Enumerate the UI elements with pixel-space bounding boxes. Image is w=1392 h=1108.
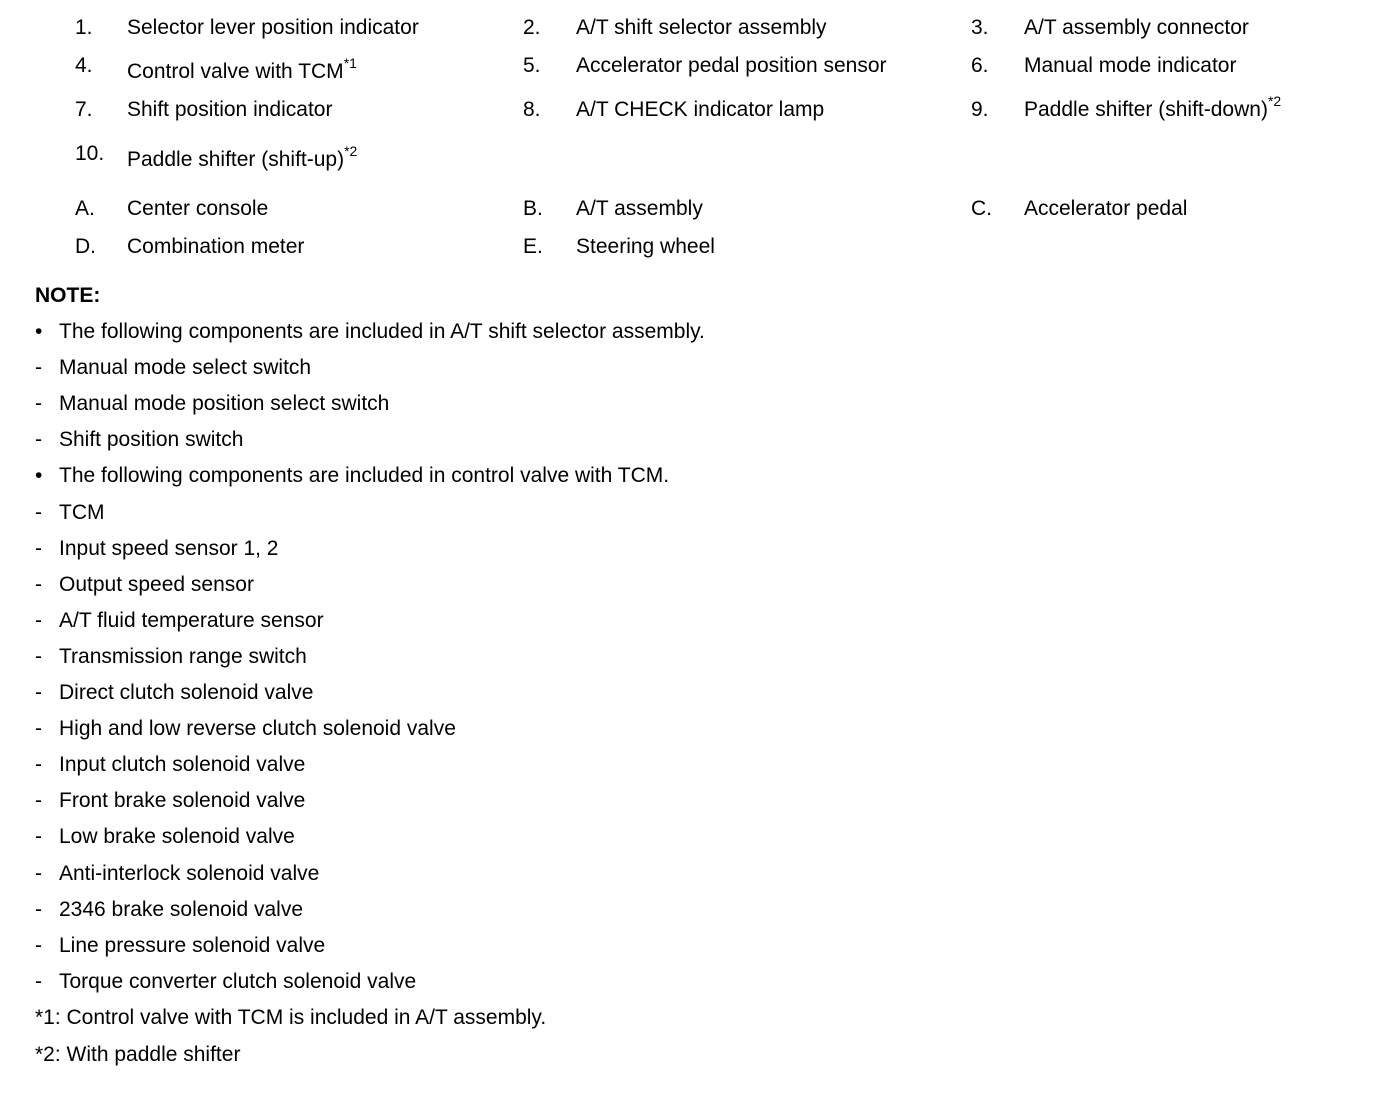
legend-label: [576, 16, 827, 40]
legend-label: [576, 235, 715, 259]
dash-mark: -: [35, 681, 42, 704]
legend-number: B.: [523, 197, 543, 220]
note-line: 2346 brake solenoid valve: [59, 897, 304, 921]
dash-mark: -: [35, 500, 42, 524]
bullet-mark: •: [35, 464, 43, 488]
legend-label-text: Paddle shifter (shift-up): [127, 148, 345, 171]
legend-number: D.: [75, 235, 96, 258]
legend-label-text: A/T shift selector assembly: [576, 16, 827, 39]
note-line: Output speed sensor: [59, 572, 254, 596]
dash-mark: -: [35, 861, 42, 885]
legend-number: C.: [971, 197, 992, 220]
note-line: Shift position switch: [59, 428, 244, 452]
note-line: Input speed sensor 1, 2: [59, 536, 279, 560]
note-line: Front brake solenoid valve: [59, 789, 306, 813]
legend-label: [576, 98, 824, 122]
legend-number: 2.: [523, 16, 541, 39]
dash-mark: -: [35, 789, 42, 813]
legend-label: [127, 55, 357, 84]
bullet-mark: •: [35, 320, 43, 343]
dash-mark: -: [35, 933, 42, 957]
legend-label: [127, 235, 304, 259]
note-line: A/T fluid temperature sensor: [59, 608, 324, 632]
dash-mark: -: [35, 717, 42, 741]
legend-label-text: Paddle shifter (shift-down): [1024, 98, 1268, 121]
legend-number: E.: [523, 235, 543, 258]
legend-number: 6.: [971, 54, 989, 77]
note-line: The following components are included in A/T shift selector assembly.: [59, 320, 705, 343]
legend-number: 7.: [75, 98, 93, 121]
note-line: Manual mode select switch: [59, 356, 312, 380]
footnote-marker: *2: [1267, 93, 1282, 109]
legend-label: [127, 197, 268, 221]
legend-label: [576, 54, 887, 78]
legend-label-text: Center console: [127, 197, 269, 220]
note-line: Low brake solenoid valve: [59, 825, 295, 849]
legend-label-text: Combination meter: [127, 235, 305, 258]
legend-number: 3.: [971, 16, 989, 39]
dash-mark: -: [35, 897, 42, 921]
dash-mark: -: [35, 572, 42, 596]
footnote: *2: With paddle shifter: [35, 1043, 241, 1066]
note-line: Manual mode position select switch: [59, 392, 390, 416]
dash-mark: -: [35, 644, 42, 668]
legend-label-text: A/T assembly connector: [1024, 16, 1249, 39]
note-line: The following components are included in control valve with TCM.: [59, 464, 670, 488]
note-line: Input clutch solenoid valve: [59, 753, 306, 777]
legend-label-text: Control valve with TCM: [127, 60, 344, 83]
legend-label-text: Steering wheel: [576, 235, 715, 258]
note-line: Direct clutch solenoid valve: [59, 681, 314, 704]
footnote-marker: *2: [344, 143, 358, 159]
legend-label-text: Shift position indicator: [127, 98, 333, 121]
note-line: Torque converter clutch solenoid valve: [59, 969, 417, 993]
note-heading: NOTE:: [35, 284, 101, 307]
dash-mark: -: [35, 356, 42, 380]
legend-label: [576, 197, 703, 221]
note-line: Line pressure solenoid valve: [59, 933, 326, 957]
legend-label: [1024, 16, 1249, 40]
footnote: *1: Control valve with TCM is included in A/T assembly.: [35, 1006, 547, 1029]
legend-number: 9.: [971, 98, 989, 121]
legend-number: 5.: [523, 54, 541, 77]
legend-label: [127, 16, 419, 40]
note-line: Transmission range switch: [59, 644, 307, 668]
legend-label: [1024, 93, 1282, 122]
note-line: Anti-interlock solenoid valve: [59, 861, 320, 885]
legend-number: 10.: [75, 142, 105, 165]
legend-label: [1024, 197, 1187, 221]
footnote-marker: *1: [343, 55, 357, 71]
legend-number: 4.: [75, 54, 93, 77]
legend-label-text: A/T CHECK indicator lamp: [576, 98, 825, 121]
legend-label-text: Manual mode indicator: [1024, 54, 1237, 77]
legend-label-text: Accelerator pedal: [1024, 197, 1188, 220]
legend-number: A.: [75, 197, 95, 220]
dash-mark: -: [35, 753, 42, 777]
dash-mark: -: [35, 392, 42, 416]
dash-mark: -: [35, 608, 42, 632]
legend-label: [1024, 54, 1236, 78]
legend-label: [127, 143, 358, 172]
legend-number: 8.: [523, 98, 541, 121]
note-line: High and low reverse clutch solenoid valve: [59, 717, 456, 741]
legend-number: 1.: [75, 16, 93, 39]
legend-label-text: Accelerator pedal position sensor: [576, 54, 887, 77]
note-line: TCM: [59, 500, 105, 524]
dash-mark: -: [35, 536, 42, 560]
legend-label-text: Selector lever position indicator: [127, 16, 419, 39]
dash-mark: -: [35, 969, 42, 993]
dash-mark: -: [35, 428, 42, 452]
legend-label: [127, 98, 332, 122]
dash-mark: -: [35, 825, 42, 849]
legend-label-text: A/T assembly: [576, 197, 703, 220]
